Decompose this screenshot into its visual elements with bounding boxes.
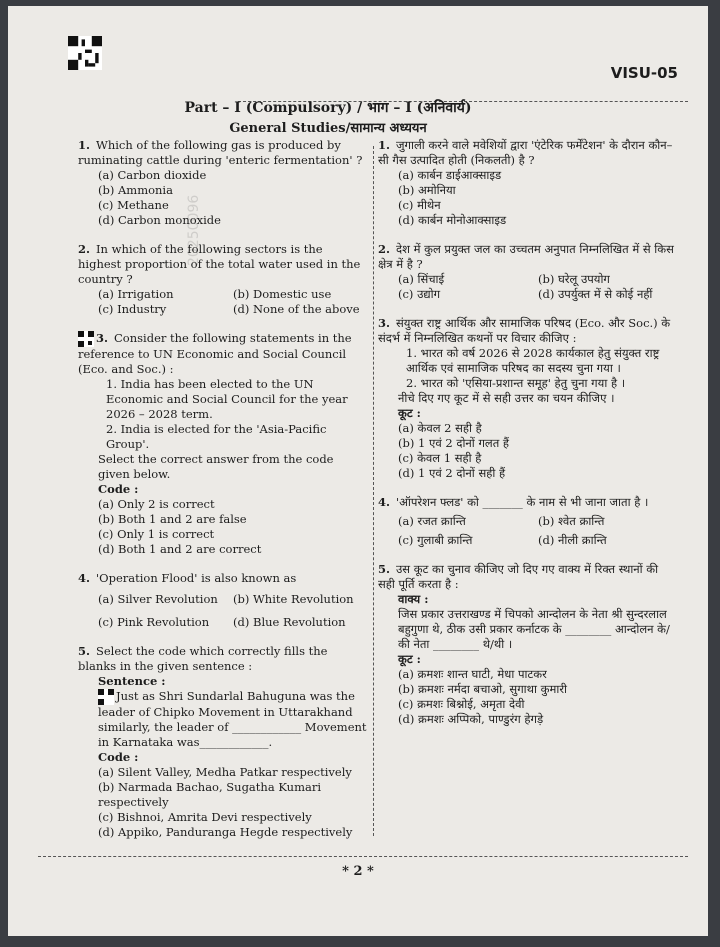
option: (c) गुलाबी क्रान्ति — [398, 533, 473, 547]
statement: 2. India is elected for the 'Asia-Pacific Group'. — [106, 422, 327, 451]
option: (d) Appiko, Panduranga Hegde respectively — [98, 825, 353, 839]
instruction: Select the correct answer from the code given below. — [98, 452, 334, 481]
sentence: Just as Shri Sundarlal Bahuguna was the leader of Chipko Movement in Uttarakhand similarly, the leader of ____________ Movement in Karnataka was____________. — [98, 689, 367, 749]
question-5: 5. Select the code which correctly fills the blanks in the given sentence : Sentence : Just as Shri Sundarlal Bahuguna was the leader of Chipko Movement in Uttarakhand similarly, the leader of ____________ Movement in Karnataka was____________. Code : (a) Silent Valley, Medha Patkar respectively (b) Narmada Bachao, Sugatha Kumari respectively (c) Bishnoi, Amrita Devi respectively (d) Appiko, Panduranga Hegde respectively — [78, 644, 367, 839]
option: (b) White Revolution — [233, 592, 354, 606]
exam-page — [8, 6, 708, 936]
sentence-label: वाक्य : — [398, 592, 429, 606]
qr-code-icon — [68, 36, 102, 70]
option: (b) Ammonia — [98, 183, 173, 197]
instruction: नीचे दिए गए कूट में से सही उत्तर का चयन कीजिए । — [398, 391, 615, 405]
page-number: * 2 * — [342, 864, 374, 879]
option: (c) उद्योग — [398, 287, 441, 301]
option: (b) Domestic use — [233, 287, 332, 301]
option: (a) Silver Revolution — [98, 592, 218, 606]
option: (c) Only 1 is correct — [98, 527, 215, 541]
option: (c) मीथेन — [398, 198, 441, 212]
option: (c) Methane — [98, 198, 169, 212]
question-4-hindi: 4. 'ऑपरेशन फ्लड' को _______ के नाम से भी जाना जाता है । (a) रजत क्रान्ति (b) श्वेत क्रान्ति (c) गुलाबी क्रान्ति (d) नीली क्रान्ति — [378, 495, 678, 548]
option: (a) Carbon dioxide — [98, 168, 207, 182]
option: (b) क्रमशः नर्मदा बचाओ, सुगाथा कुमारी — [398, 682, 567, 696]
code-label: कूट : — [398, 406, 421, 420]
question-1-hindi: 1. जुगाली करने वाले मवेशियों द्वारा 'एंटेरिक फर्मेंटेशन' के दौरान कौन–सी गैस उत्पादित होती (निकलती) है ? (a) कार्बन डाईआक्साइड (b) अमोनिया (c) मीथेन (d) कार्बन मोनोआक्साइड — [378, 138, 678, 228]
statement: 1. भारत को वर्ष 2026 से 2028 कार्यकाल हेतु संयुक्त राष्ट्र आर्थिक एवं सामाजिक परिषद का सदस्य चुना गया । — [406, 346, 660, 375]
option: (a) क्रमशः शान्त घाटी, मेधा पाटकर — [398, 667, 547, 681]
option: (d) 1 एवं 2 दोनों सही हैं — [398, 466, 506, 480]
question-5-hindi: 5. उस कूट का चुनाव कीजिए जो दिए गए वाक्य में रिक्त स्थानों की सही पूर्ति करता है : वाक्य : जिस प्रकार उत्तराखण्ड में चिपको आन्दोलन के नेता श्री सुन्दरलाल बहुगुणा थे, ठीक उसी प्रकार कर्नाटक के ________ आन्दोलन के/की नेता ________ थे/थी । कूट : (a) क्रमशः शान्त घाटी, मेधा पाटकर (b) क्रमशः नर्मदा बचाओ, सुगाथा कुमारी (c) क्रमशः बिश्नोई, अमृता देवी (d) क्रमशः अप्पिको, पाण्डुरंग हेगड़े — [378, 562, 678, 727]
option: (c) Industry — [98, 302, 167, 316]
option: (c) क्रमशः बिश्नोई, अमृता देवी — [398, 697, 525, 711]
statement: 2. भारत को 'एसिया-प्रशान्त समूह' हेतु चुना गया है । — [406, 376, 626, 390]
option: (c) केवल 1 सही है — [398, 451, 482, 465]
option: (a) Only 2 is correct — [98, 497, 215, 511]
code-label: Code : — [98, 750, 139, 764]
hindi-column — [378, 138, 678, 741]
option: (b) घरेलू उपयोग — [538, 272, 610, 286]
option: (a) सिंचाई — [398, 272, 445, 286]
option: (d) Blue Revolution — [233, 615, 346, 629]
option: (d) कार्बन मोनोआक्साइड — [398, 213, 507, 227]
option: (a) Irrigation — [98, 287, 174, 301]
code-label: कूट : — [398, 652, 421, 666]
option: (d) Carbon monoxide — [98, 213, 221, 227]
part-title: Part – I (Compulsory) / भाग – I (अनिवार्य) — [184, 100, 472, 116]
sentence: जिस प्रकार उत्तराखण्ड में चिपको आन्दोलन के नेता श्री सुन्दरलाल बहुगुणा थे, ठीक उसी प्रकार कर्नाटक के ________ आन्दोलन के/की नेता ________ थे/थी । — [398, 607, 670, 651]
statement: 1. India has been elected to the UN Economic and Social Council for the year 2026 – 2028 term. — [106, 377, 348, 421]
option: (d) Both 1 and 2 are correct — [98, 542, 262, 556]
option: (c) Bishnoi, Amrita Devi respectively — [98, 810, 312, 824]
option: (b) श्वेत क्रान्ति — [538, 514, 605, 528]
english-column — [78, 138, 368, 854]
option: (d) क्रमशः अप्पिको, पाण्डुरंग हेगड़े — [398, 712, 544, 726]
qr-code-icon — [98, 689, 114, 705]
paper-code: VISU-05 — [610, 64, 678, 82]
option: (d) नीली क्रान्ति — [538, 533, 607, 547]
option: (a) केवल 2 सही है — [398, 421, 482, 435]
question-4: 4. 'Operation Flood' is also known as (a) Silver Revolution (b) White Revolution (c) Pink Revolution (d) Blue Revolution — [78, 571, 368, 630]
column-divider — [373, 146, 374, 836]
qr-code-icon — [78, 331, 94, 347]
subject-title: General Studies/सामान्य अध्ययन — [229, 121, 427, 136]
question-2: 2. In which of the following sectors is the highest proportion of the total water used in the country ? (a) Irrigation (b) Domestic use (c) Industry (d) None of the above — [78, 242, 368, 317]
option: (b) अमोनिया — [398, 183, 456, 197]
question-2-hindi: 2. देश में कुल प्रयुक्त जल का उच्चतम अनुपात निम्नलिखित में से किस क्षेत्र में है ? (a) सिंचाई (b) घरेलू उपयोग (c) उद्योग (d) उपर्युक्त में से कोई नहीं — [378, 242, 678, 302]
option: (c) Pink Revolution — [98, 615, 210, 629]
question-3: 3. Consider the following statements in the reference to UN Economic and Social Council (Eco. and Soc.) : 1. India has been elected to the UN Economic and Social Council for the year 2026 – 2028 term. 2. India is elected for the 'Asia-Pacific Group'. Select the correct answer from the code given below. Code : (a) Only 2 is correct (b) Both 1 and 2 are false (c) Only 1 is correct (d) Both 1 and 2 are correct — [78, 331, 368, 557]
option: (b) Narmada Bachao, Sugatha Kumari respectively — [98, 780, 322, 809]
option: (a) कार्बन डाईआक्साइड — [398, 168, 502, 182]
question-3-hindi: 3. संयुक्त राष्ट्र आर्थिक और सामाजिक परिषद (Eco. और Soc.) के संदर्भ में निम्नलिखित कथनों पर विचार कीजिए : 1. भारत को वर्ष 2026 से 2028 कार्यकाल हेतु संयुक्त राष्ट्र आर्थिक एवं सामाजिक परिषद का सदस्य चुना गया । 2. भारत को 'एसिया-प्रशान्त समूह' हेतु चुना गया है । नीचे दिए गए कूट में से सही उत्तर का चयन कीजिए । कूट : (a) केवल 2 सही है (b) 1 एवं 2 दोनों गलत हैं (c) केवल 1 सही है (d) 1 एवं 2 दोनों सही हैं — [378, 316, 678, 481]
option: (b) 1 एवं 2 दोनों गलत हैं — [398, 436, 510, 450]
option: (b) Both 1 and 2 are false — [98, 512, 247, 526]
question-1: 1. Which of the following gas is produced by ruminating cattle during 'enteric fermentation' ? (a) Carbon dioxide (b) Ammonia (c) Methane (d) Carbon monoxide — [78, 138, 368, 228]
watermark: 20250096 — [186, 194, 202, 266]
option: (d) उपर्युक्त में से कोई नहीं — [538, 287, 653, 301]
sentence-label: Sentence : — [98, 674, 166, 688]
option: (a) रजत क्रान्ति — [398, 514, 466, 528]
option: (d) None of the above — [233, 302, 360, 316]
option: (a) Silent Valley, Medha Patkar respectively — [98, 765, 352, 779]
code-label: Code : — [98, 482, 139, 496]
bottom-divider — [38, 856, 688, 857]
